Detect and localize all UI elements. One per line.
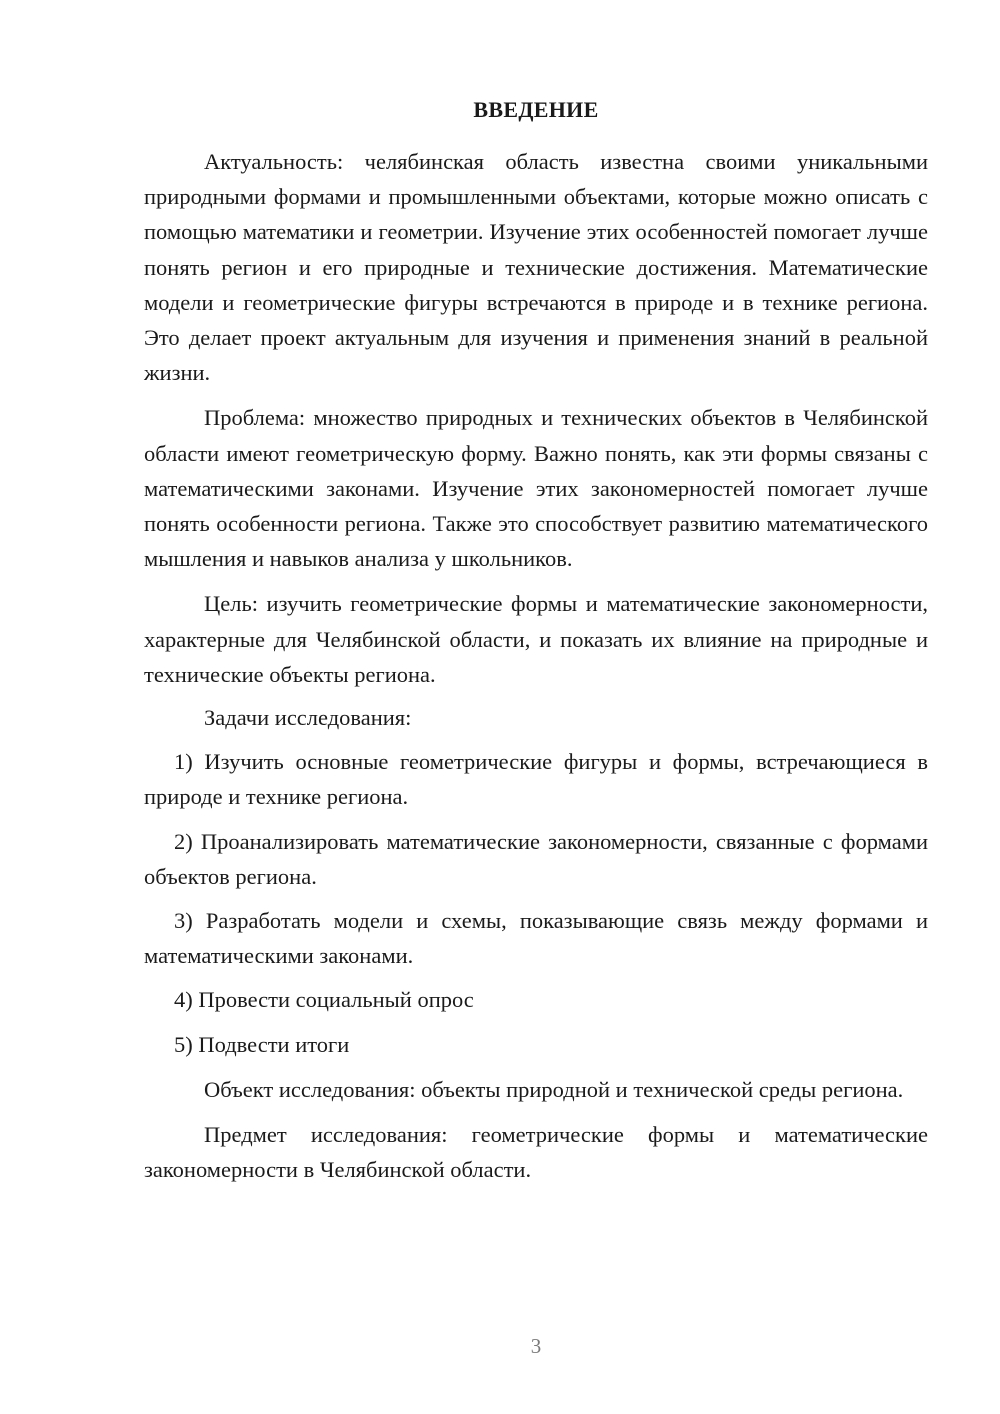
page-content [144, 94, 928, 1187]
page-number: 3 [530, 1334, 542, 1358]
research-subject-paragraph: Предмет исследования: геометрические формы и математические закономерности в Челябинской области. [144, 1122, 928, 1183]
relevance-paragraph: Актуальность: челябинская область известна своими уникальными природными формами и промышленными объектами, которые можно описать с помощью математики и геометрии. Изучение этих особенностей помогает лучше понять регион и его природные и технические достижения. Математические модели и геометрические фигуры встречаются в природе и в технике региона. Это делает проект актуальным для изучения и применения знаний в реальной жизни. [144, 149, 928, 386]
task-item-4: 4) Провести социальный опрос [174, 987, 474, 1013]
task-item-2: 2) Проанализировать математические закономерности, связанные с формами объектов региона. [144, 828, 928, 889]
section-title: ВВЕДЕНИЕ [473, 97, 599, 122]
task-item-5: 5) Подвести итоги [174, 1031, 350, 1057]
task-item-1: 1) Изучить основные геометрические фигуры и формы, встречающиеся в природе и технике региона. [144, 749, 928, 810]
problem-paragraph: Проблема: множество природных и технических объектов в Челябинской области имеют геометрическую форму. Важно понять, как эти формы связаны с математическими законами. Изучение этих закономерностей помогает лучше понять особенности региона. Также это способствует развитию математического мышления и навыков анализа у школьников. [144, 405, 928, 572]
goal-paragraph: Цель: изучить геометрические формы и математические закономерности, характерные для Челябинской области, и показать их влияние на природные и технические объекты региона. [144, 591, 928, 687]
research-object-paragraph: Объект исследования: объекты природной и технической среды региона. [204, 1076, 904, 1102]
task-item-3: 3) Разработать модели и схемы, показывающие связь между формами и математическими законами. [144, 908, 928, 969]
tasks-heading: Задачи исследования: [204, 705, 412, 731]
